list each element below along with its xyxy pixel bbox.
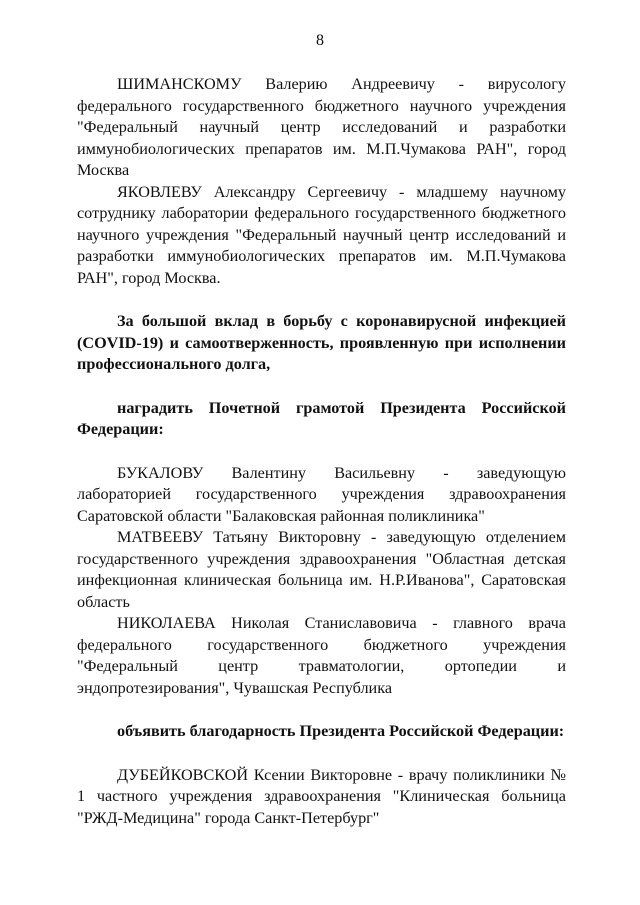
award-entry: ШИМАНСКОМУ Валерию Андреевичу - вирусологу федерального государственного бюджетного научного учреждения "Федеральный научный центр исследований и разработки иммунобиологических препаратов им. М.П.Чумакова РАН", город Москва: [77, 75, 566, 179]
page-number: 8: [316, 32, 324, 49]
spacer: [77, 376, 566, 398]
award-entry: МАТВЕЕВУ Татьяну Викторовну - заведующую отделением государственного учреждения здравоохранения "Областная детская инфекционная клиническая больница им. Н.Р.Иванова", Саратовская область: [77, 528, 566, 611]
award-entry: НИКОЛАЕВА Николая Станиславовича - главного врача федерального государственного бюджетного учреждения "Федеральный центр травматологии, ортопедии и эндопротезирования", Чувашская Республика: [77, 614, 566, 697]
document-body: [77, 74, 566, 829]
spacer: [77, 743, 566, 765]
award-heading: наградить Почетной грамотой Президента Российской Федерации:: [77, 398, 566, 438]
spacer: [77, 289, 566, 311]
award-entry: ДУБЕЙКОВСКОЙ Ксении Викторовне - врачу поликлиники № 1 частного учреждения здравоохранения "Клиническая больница "РЖД-Медицина" города Санкт-Петербург": [77, 765, 566, 827]
award-entry: ЯКОВЛЕВУ Александру Сергеевичу - младшему научному сотруднику лаборатории федерального государственного бюджетного научного учреждения "Федеральный научный центр исследований и разработки иммунобиологических препаратов им. М.П.Чумакова РАН", город Москва.: [77, 182, 566, 287]
gratitude-heading: объявить благодарность Президента Российской Федерации:: [117, 722, 565, 740]
award-entry: БУКАЛОВУ Валентину Васильевну - заведующую лабораторией государственного учреждения здравоохранения Саратовской области "Балаковская районная поликлиника": [77, 463, 566, 525]
spacer: [77, 699, 566, 721]
motivation-paragraph: За большой вклад в борьбу с коронавирусной инфекцией (COVID-19) и самоотверженность, проявленную при исполнении профессионального долга,: [77, 312, 566, 373]
spacer: [77, 441, 566, 463]
